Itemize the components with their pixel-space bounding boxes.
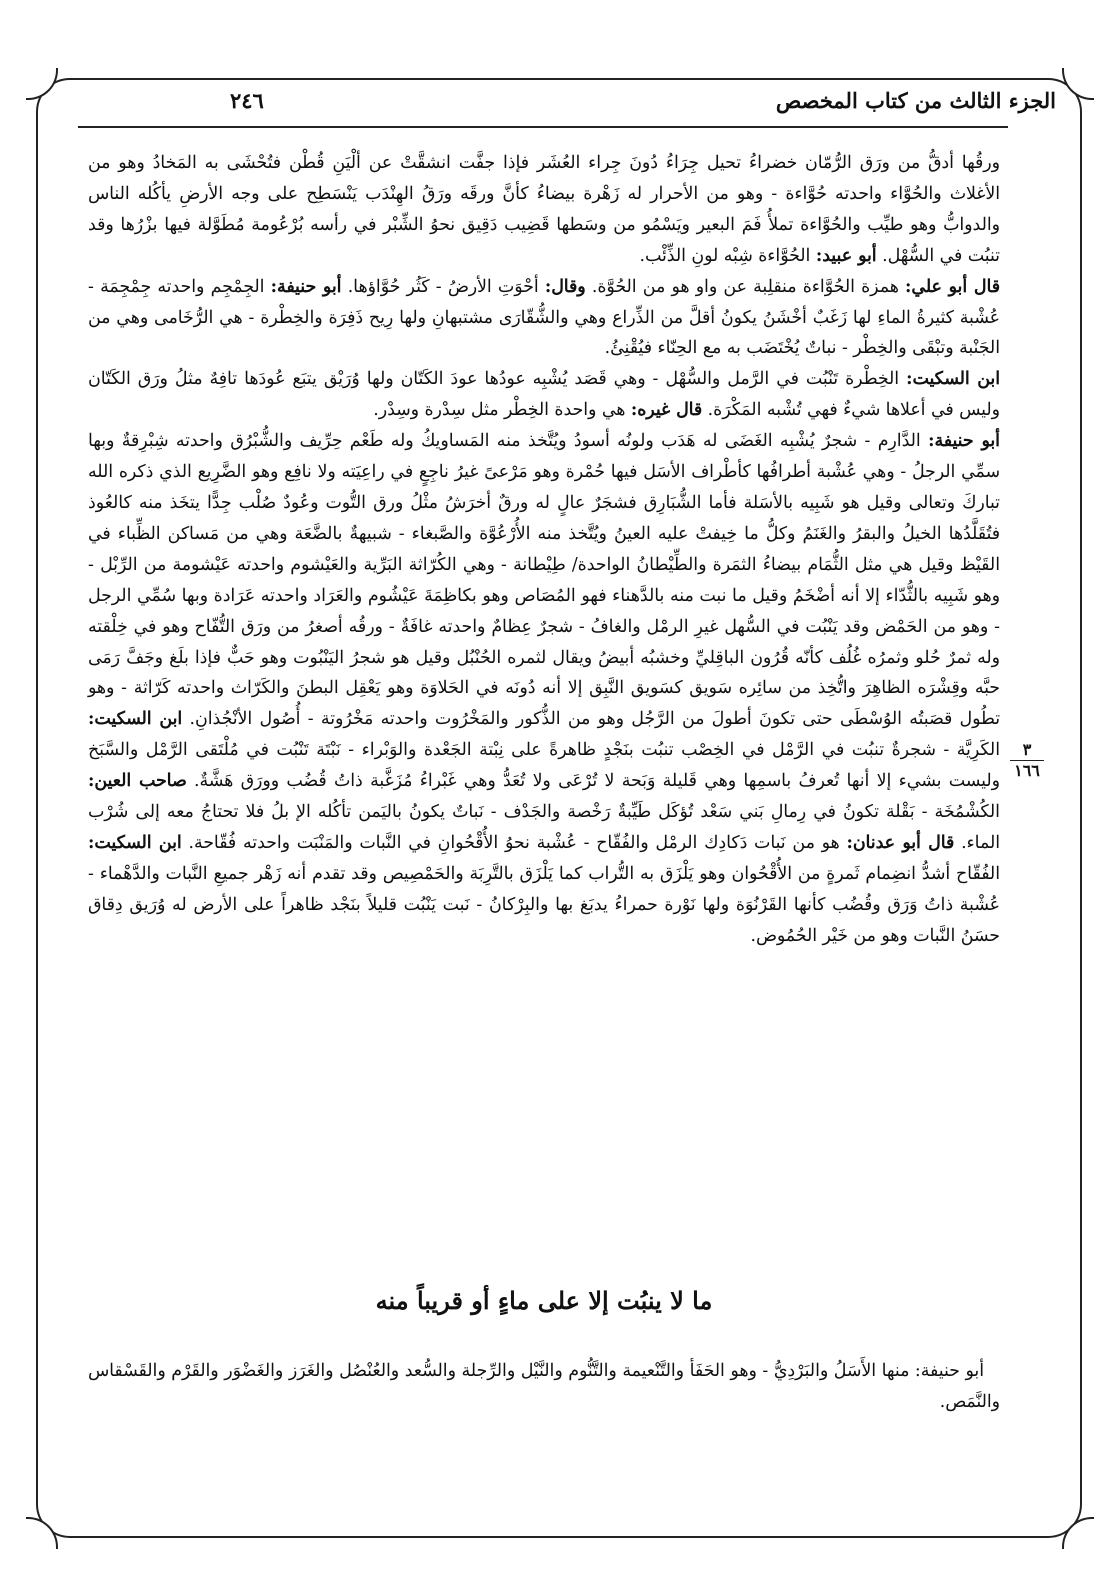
speaker-label: صاحب العين: (88, 771, 187, 792)
margin-reference-numerator: ٣ (1010, 742, 1044, 761)
paragraph-text: الفُقّاح أشدُّ انضِمام ثَمرةٍ من الأُقْحُوان وهو يَلْزَق به التُّراب كما يَلْزَق بالتَّرِبَة والحَمْصِيص وقد تقدم أنه زَهْر جميعِ النَّبات والدَّهْماء - عُشْبة ذاتُ وَرَق وقُضُب كأنها القَرْنُوَة ولها نَوْرة حمراءُ يدبَغ بها والبِرْكانُ - نَبت يَنْبُت قليلاً بنَجْد ظاهراً على الأرض له وُرَيق دِقاق حسَنُ النَّبات وهو من خَيْر الحُمُوض. (88, 863, 1000, 946)
section-heading: ما لا ينبُت إلا على ماءٍ أو قريباً منه (375, 1286, 713, 1315)
speaker-label: قال أبو عدنان: (846, 832, 955, 853)
speaker-label: ابن السكيت: (88, 709, 183, 730)
margin-reference-denominator: ١٦٦ (1014, 761, 1040, 780)
paragraph (88, 426, 1000, 951)
running-title: الجزء الثالث من كتاب المخصص (775, 88, 1056, 113)
speaker-label: أبو حنيفة: (270, 276, 342, 297)
paragraph-text: الكَرِيَّة - شجرةٌ تنبُت في الرَّمْل في الخِصْب تنبُت بنَجْدٍ ظاهرةً على نِبْتة الجَعْدة والوَبْراء - نَبْتَة تَنْبُت في مُلْتَقى الرَّمْل والسَّبَخ وليست بشيء إلا أنها تُعرفُ باسمِها وهي قَليلة وَبَحة لا تُرْعَى ولا تُعَدُّ وهي غَبْراءُ مُزَغَّبة ذاتُ قُضُب وورَق هَشَّةٌ. (88, 740, 1000, 792)
paragraph-text: الجِمْجِم واحدته جِمْجِمَة - عُشْبة كثيرةُ الماءِ لها زَغَبٌ أخْشَنُ يكونُ أقلَّ من الذِّراع وهي والشُّقّارَى مشتبهانِ ولها رِيح ذَفِرَة والخِطْرة - هي الرُّخَامى وهي من الجَنْبة وتبْقَى والخِطْر - نباتٌ يُخْتَضَب به مع الحِنّاء فيُقْنِئُ. (88, 276, 1000, 359)
paragraph-text: أبو حنيفة: منها الأَسَلُ والبَرْدِيُّ - وهو الحَفَأ والتَّنْعيمة والتَّنُّوم والنَّيْل والرِّجلة والسُّعد والعُنْصُل والغَرَز والغَضْوَر والقَرْم والقَسْقاس والنَّمَص. (88, 1361, 1000, 1412)
paragraph-text: أحْوَتِ الأرضُ - كَثُر حُوَّاؤها. (341, 276, 545, 297)
margin-reference (1010, 742, 1044, 779)
header-rule (78, 126, 1008, 128)
paragraph-text: الخِطْرة تَنْبُت في الرَّمل والسُّهْل - وهي قَصَد يُشْبِه عودُها عودَ الكَتّان ولها وُرَيْق يتبَع عُودَها تافِهٌ مثلُ ورَق الكَتّان وليس في أعلاها شيءٌ فهي تُشْبه المَكْرَة. (88, 369, 1000, 421)
paragraph (88, 364, 1000, 426)
speaker-label: ابن السكيت: (906, 369, 1000, 390)
paragraph-text: ورقُها أدقُّ من ورَق الرُّمّان خضراءُ تحيل جِرَاءُ دُونَ جِراء العُشَر فإذا جفَّت انشقَّتْ عن ألْيَنِ قُطْن فتُحْشَى به المَخادُ وهو من الأغلاث والحُوَّاء واحدته حُوَّاءة - وهو من الأحرار له زَهْرة بيضاءُ كأنَّ ورقَه ورَقُ الهِنْدَب يَنْسَطِح على وجه الأرضِ يأكُله الناس والدوابُّ وهو طيِّب والحُوَّاءة تملأُ فَمَ البعير ويَسْمُو من وسَطها قَضِيب دَقِيق نحوُ الشِّبْر في رأسه بُرْعُومة مُطَوَّلة فيها بزْرُها وقد تنبُت في السُّهْل. (88, 153, 1000, 266)
page-header (60, 84, 1060, 118)
paragraph-text: الدَّارِم - شجرٌ يُشْبِه الغَضَى له هَدَب ولونُه أسودُ ويُتَّخذ منه المَساويكُ وله طَعْم حِرِّيف والشُّبْرُق واحدته شِبْرِقةٌ وبها سمِّي الرجلُ - وهي عُشْبة أطرافُها كأطْراف الأسَل فيها حُمْرة وهو مَرْعىً غيرُ ناجِعٍ في راعِيَته ولا نافِع وهو الضَّرِيع الذي ذكره الله تباركَ وتعالى وقيل هو شَبِيه بالأسَلة فأما الشُّبَارِق فشجَرٌ عالٍ له ورقٌ أخرَشُ مثْلُ ورق التُّوت وعُودٌ صُلْب جِدًّا يتخَذ منه كالعُوذ فتُقَلَّدُها الخيلُ والبقرُ والغَنَمُ وكلُّ ما خِيفتْ عليه العينُ ويُتَّخذ منه الأُرْعُوَّة والصَّبغاء - شبيهةٌ بالضَّعَة وهي من مَساكن الظِّباء في القَيْظ وقيل هي مثل الثُّمَام بيضاءُ الثمَرة والطِّيْطانُ الواحدة/ طِيْطانة - وهي الكُرّاثة البَرِّية والعَيْشوم واحدته عَيْشومة من الرِّبْل - وهو شَبِيه بالثُّدّاء إلا أنه أضْخَمُ وقيل ما نبت منه بالدَّهناء فهو المُصَاص وهو بكاظِمَةَ عَيْشُوم والعَرَاد واحدته عَرَادة وبها سُمِّي الرجل - وهو من الحَمْض وقد يَنْبُت في السُّهل غيرِ الرمْل والغافُ - شجرٌ عِظامٌ واحدته غافَةٌ - ورقُه أصغرُ من ورَق التُّفّاح وهو في خِلْقته وله ثمرٌ حُلو وثمرُه غُلُف كأنّه قُرُون الباقِليِّ وخشبُه أبيضُ ويقال لثمره الحُنْبُل وقيل هو شجرُ اليَنْبُوت وهو حَبٌّ فإذا بلَغ وجَفَّ رَمَى حبَّه وقِشْرَه الظاهِرَ واتُّخِذ من سائِره سَويق كسَويق النَّبِق إلا أنه دُونَه في الحَلاوَة وهو يَعْقِل البطنَ والكَرّاث واحدته كَرّاثة - وهو تطُول قصَبتُه الوُسْطَى حتى تكونَ أطولَ من الرَّجُل وهو من الذُّكور والمَخْرُوت واحدته مَخْرُوتة - أُصُول الأنْجُذانِ. (88, 431, 1001, 730)
paragraph (88, 1356, 1000, 1418)
speaker-label: ابن السكيت: (88, 832, 182, 853)
page-number: ٢٤٦ (230, 88, 264, 113)
paragraph-text: هو من نَبات دَكادِك الرمْل والفُقّاح - عُشْبة نحوُ الأُقْحُوانِ في النَّبات والمَنْبَت واحدته فُقّاحة. (181, 832, 847, 853)
speaker-label: أبو عبيد: (815, 245, 877, 266)
paragraph-text: الحُوَّاءة شِبْه لونِ الذِّئْب. (639, 245, 816, 266)
speaker-label: قال غيره: (630, 400, 703, 421)
body-text (88, 148, 1000, 952)
paragraph-text: همزة الحُوَّاءة منقلِبة عن واو هو من الحُوَّة. (585, 276, 906, 297)
speaker-label: أبو حنيفة: (928, 431, 1000, 452)
paragraph-text: الكُشْمُخَة - بَقْلة تكونُ في رِمالِ بَني سَعْد تُؤكَل طَيِّبةٌ رَخْصة والجَدْف - نَباتٌ يكونُ باليَمن تأكُله الإ بلُ فلا تحتاجُ معه إلى شُرْب الماء. (88, 802, 1001, 853)
speaker-label: وقال: (544, 276, 586, 297)
paragraph (88, 272, 1000, 365)
paragraph-text: هي واحدة الخِطْر مثل سِدْرة وسِدْر. (373, 400, 631, 421)
speaker-label: قال أبو علي: (905, 276, 1000, 297)
paragraph (88, 148, 1000, 272)
final-paragraph (88, 1356, 1000, 1418)
